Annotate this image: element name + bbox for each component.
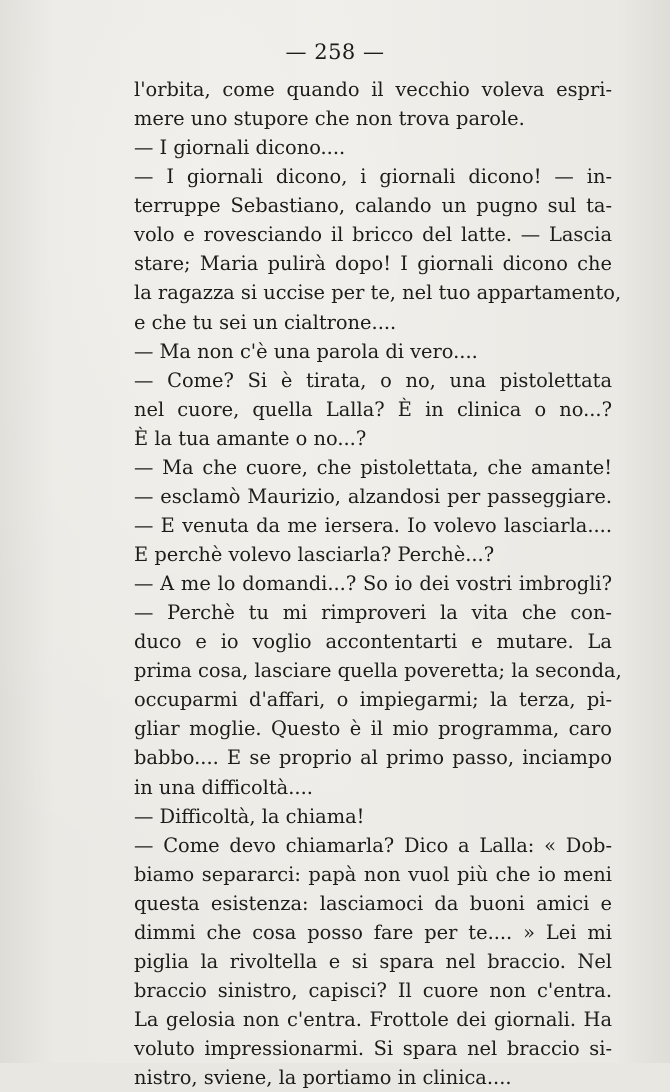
text-line: — I giornali dicono....: [134, 136, 346, 160]
text-line: babbo.... E se proprio al primo passo, inciampo: [134, 746, 612, 770]
text-line: l'orbita, come quando il vecchio voleva espri-: [134, 78, 612, 101]
text-line: prima cosa, lasciare quella poveretta; la seconda,: [134, 659, 622, 683]
text-line: la ragazza si uccise per te, nel tuo appartamento,: [134, 281, 622, 305]
text-line: in una difficoltà....: [134, 775, 313, 799]
text-line: volo e rovesciando il bricco del latte. — Lascia: [134, 223, 612, 247]
text-line: — Ma non c'è una parola di vero....: [134, 339, 478, 363]
text-line: E perchè volevo lasciarla? Perchè...?: [134, 543, 495, 566]
text-line: — I giornali dicono, i giornali dicono! — in-: [134, 165, 612, 189]
page-text: [134, 75, 622, 1092]
text-line: biamo separarci: papà non vuol più che io meni: [134, 862, 612, 886]
text-line: e che tu sei un cialtrone....: [134, 310, 397, 334]
page-number: — 258 —: [285, 40, 385, 64]
text-line: dimmi che cosa posso fare per te.... » Lei mi: [134, 920, 612, 944]
text-line: nistro, sviene, la portiamo in clinica....: [134, 1066, 512, 1090]
text-line: La gelosia non c'entra. Frottole dei giornali. Ha: [134, 1008, 612, 1031]
text-line: questa esistenza: lasciamoci da buoni amici e: [134, 891, 612, 915]
text-line: — A me lo domandi...? So io dei vostri imbrogli?: [134, 572, 612, 596]
text-line: stare; Maria pulirà dopo! I giornali dicono che: [134, 252, 612, 276]
text-line: voluto impressionarmi. Si spara nel braccio si-: [134, 1037, 612, 1061]
text-line: nel cuore, quella Lalla? È in clinica o no...?: [134, 397, 612, 421]
text-line: braccio sinistro, capisci? Il cuore non c'entra.: [134, 978, 612, 1002]
text-line: — Come devo chiamarla? Dico a Lalla: « Dob-: [134, 833, 612, 857]
text-line: — Perchè tu mi rimproveri la vita che con-: [134, 601, 612, 625]
text-line: duco e io voglio accontentarti e mutare. La: [134, 630, 612, 654]
text-line: È la tua amante o no...?: [134, 426, 367, 450]
text-line: — Come? Si è tirata, o no, una pistolettata: [134, 368, 612, 392]
text-line: terruppe Sebastiano, calando un pugno sul ta-: [134, 194, 612, 218]
text-line: — esclamò Maurizio, alzandosi per passeggiare.: [134, 484, 612, 508]
text-line: piglia la rivoltella e si spara nel braccio. Nel: [134, 949, 612, 973]
text-line: — Difficoltà, la chiama!: [134, 804, 365, 828]
text-line: — E venuta da me iersera. Io volevo lasciarla....: [134, 513, 612, 537]
text-line: gliar moglie. Questo è il mio programma, caro: [134, 717, 612, 741]
text-line: mere uno stupore che non trova parole.: [134, 107, 525, 131]
text-line: occuparmi d'affari, o impiegarmi; la terza, pi-: [134, 688, 612, 712]
text-line: — Ma che cuore, che pistolettata, che amante!: [134, 455, 612, 479]
